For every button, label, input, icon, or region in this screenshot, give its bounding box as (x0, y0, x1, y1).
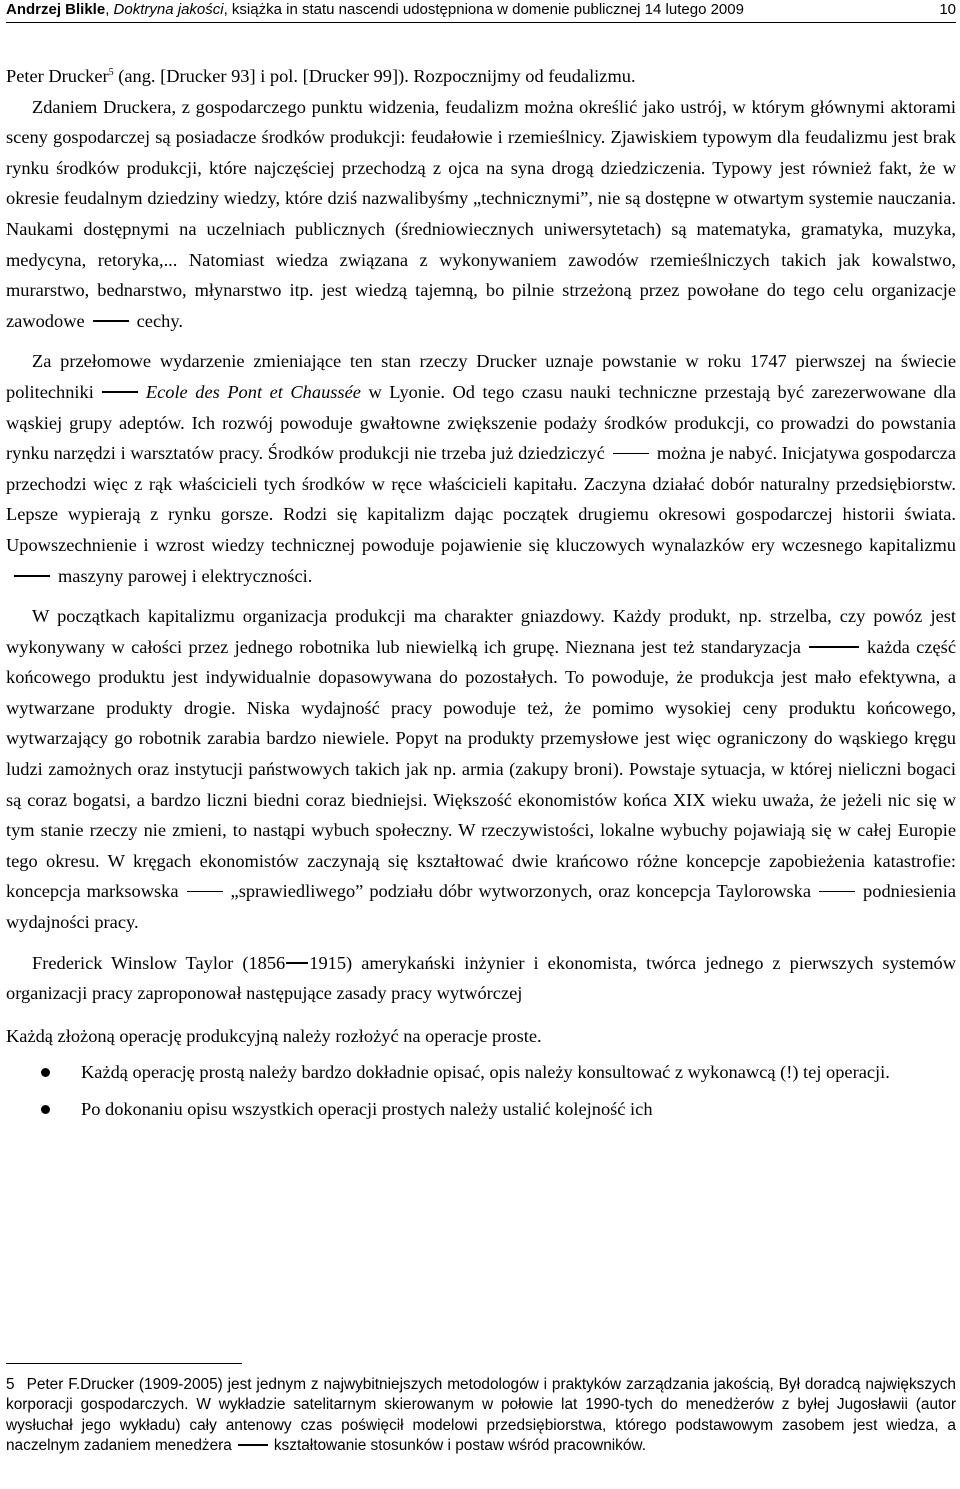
paragraph-3-b: w Lyonie. Od tego czasu nauki techniczne przestają być zarezerwowane dla wąskiej grupy adeptów. Ich rozwój powoduje gwałtowne zwiększenie podaży środków produkcji, co prowadzi do powstania rynku narzędzi i warsztatów pracy. Środków produkcji nie trzeba już dziedziczyć (6, 381, 956, 464)
em-dash (613, 453, 649, 455)
main-text (6, 61, 956, 1125)
paragraph-3-c: można je nabyć. Inicjatywa gospodarcza przechodzi więc z rąk właścicieli tych środków w ręce właścicieli kapitału. Zaczyna działać dobór naturalny przedsiębiorstw. Lepsze wypierają z rynku gorsze. Rodzi się kapitalizm dając początek drugiemu okresowi gospodarczej historii świata. Upowszechnienie i wzrost wiedzy technicznej powoduje pojawienie się kluczowych wynalazków ery wczesnego kapitalizmu (6, 443, 956, 555)
paragraph-1 (6, 61, 956, 92)
em-dash (809, 646, 859, 648)
paragraph-5-a: Frederick Winslow Taylor (1856 (32, 952, 286, 973)
paragraph-3-a: Za przełomowe wydarzenie zmieniające ten stan rzeczy Drucker uznaje powstanie w roku 1747 pierwszej na świecie politechniki (6, 351, 956, 402)
list-item (6, 1094, 956, 1125)
list-item-text: Każdą operację prostą należy bardzo dokładnie opisać, opis należy konsultować z wykonawcą (!) tej operacji. (81, 1062, 890, 1083)
paragraph-2-a: Zdaniem Druckera, z gospodarczego punktu widzenia, feudalizm można określić jako ustrój, w którym głównymi aktorami sceny gospodarczej są posiadacze środków produkcji: feudałowie i rzemieślnicy. Zjawiskiem typowym dla feudalizmu jest brak rynku środków produkcji, które najczęściej przechodzą z ojca na syna drogą dziedziczenia. Typowy jest również fakt, że w okresie feudalnym dziedziny wiedzy, które dziś nazwalibyśmy „technicznymi”, nie są dostępne w otwartym systemie nauczania. Naukami dostępnymi na uczelniach publicznych (średniowiecznych uniwersytetach) są matematyka, gramatyka, muzyka, medycyna, retoryka,... Natomiast wiedza związana z wykonywaniem zawodów rzemieślniczych takich jak kowalstwo, murarstwo, bednarstwo, młynarstwo itp. jest wiedzą tajemną, bo pilnie strzeżoną przez powołane do tego celu organizacje zawodowe (6, 96, 956, 331)
paragraph-2 (6, 92, 956, 337)
bullet-icon (41, 1068, 50, 1077)
bullet-list (6, 1057, 956, 1124)
paragraph-4-a: W początkach kapitalizmu organizacja produkcji ma charakter gniazdowy. Każdy produkt, np. strzelba, czy powóz jest wykonywany w całości przez jednego robotnika lub niewielką ich grupę. Nieznana jest też standaryzacja (6, 606, 956, 657)
paragraph-2-b: cechy. (136, 310, 183, 331)
footnote-separator (6, 1363, 242, 1364)
bullet-icon (41, 1105, 50, 1114)
em-dash (102, 391, 138, 393)
paragraph-5-b: 1915) amerykański inżynier i ekonomista, twórca jednego z pierwszych systemów organizacji pracy zaproponował następujące zasady pracy wytwórczej (6, 952, 956, 1004)
paragraph-3 (6, 346, 956, 591)
paragraph-1-b: (ang. [Drucker 93] i pol. [Drucker 99]). Rozpocznijmy od feudalizmu. (113, 66, 636, 86)
paragraph-4-c: „sprawiedliwego” podziału dóbr wytworzonych, oraz koncepcja Taylorowska (230, 881, 812, 902)
list-item (6, 1057, 956, 1088)
header-citation: Andrzej Blikle, Doktryna jakości, książka in statu nascendi udostępniona w domenie publicznej 14 lutego 2009 (6, 1, 744, 18)
em-dash (819, 891, 855, 893)
em-dash (93, 320, 129, 322)
page-header (6, 0, 956, 23)
paragraph-5 (6, 948, 956, 1009)
em-dash (14, 575, 50, 577)
en-dash (286, 962, 308, 964)
header-author: Andrzej Blikle (6, 1, 106, 18)
list-item-text: Po dokonaniu opisu wszystkich operacji prostych należy ustalić kolejność ich (81, 1099, 653, 1119)
em-dash (238, 1444, 268, 1446)
footnote-text-b: kształtowanie stosunków i postaw wśród pracowników. (273, 1437, 646, 1455)
paragraph-3-italic: Ecole des Pont et Chaussée (145, 381, 361, 402)
em-dash (187, 891, 223, 893)
paragraph-6: Każdą złożoną operację produkcyjną należy rozłożyć na operacje proste. (6, 1025, 542, 1046)
footnote (6, 1375, 956, 1457)
header-rest: , książka in statu nascendi udostępniona w domenie publicznej 14 lutego 2009 (223, 1, 744, 18)
page-number: 10 (939, 1, 956, 18)
paragraph-4-d: podniesienia wydajności pracy. (6, 881, 956, 933)
footnote-text-a: Peter F.Drucker (1909-2005) jest jednym z najwybitniejszych metodologów i praktyków zarządzania jakością, Był doradcą największych korporacji gospodarczych. W wykładzie satelitarnym skierowanym w połowie lat 1990-tych do menedżerów z byłej Jugosławii (autor wysłuchał jego wykładu) cały antenowy czas poświęcił modelowi przedsiębiorstwa, którego podstawowym zasobem jest wiedza, a naczelnym zadaniem menedżera (6, 1376, 956, 1455)
paragraph-4 (6, 601, 956, 938)
paragraph-1-a: Peter Drucker (6, 66, 109, 86)
paragraph-3-d: maszyny parowej i elektryczności. (58, 565, 313, 586)
footnote-number: 5 (6, 1376, 15, 1393)
header-title: Doktryna jakości (113, 1, 224, 18)
paragraph-4-b: każda część końcowego produktu jest indywidualnie dopasowywana do pozostałych. To powoduje, że produkcja jest mało efektywna, a wytwarzane produkty drogie. Niska wydajność pracy powoduje też, że pomimo wysokiej ceny produktu końcowego, wytwarzający go robotnik zarabia bardzo niewiele. Popyt na produkty przemysłowe jest więc ograniczony do wąskiego kręgu ludzi zamożnych oraz instytucji państwowych takich jak np. armia (zakupy broni). Powstaje sytuacja, w której nieliczni bogaci są coraz bogatsi, a bardzo liczni biedni coraz biedniejsi. Większość ekonomistów końca XIX wieku uważa, że jeżeli nic się w tym stanie rzeczy nie zmieni, to nastąpi wybuch społeczny. W rzeczywistości, lokalne wybuchy pojawiają się w całej Europie tego okresu. W kręgach ekonomistów zaczynają się kształtować dwie krańcowo różne koncepcje zapobieżenia katastrofie: koncepcja marksowska (6, 636, 956, 902)
footnote-ref: 5 (108, 66, 114, 78)
